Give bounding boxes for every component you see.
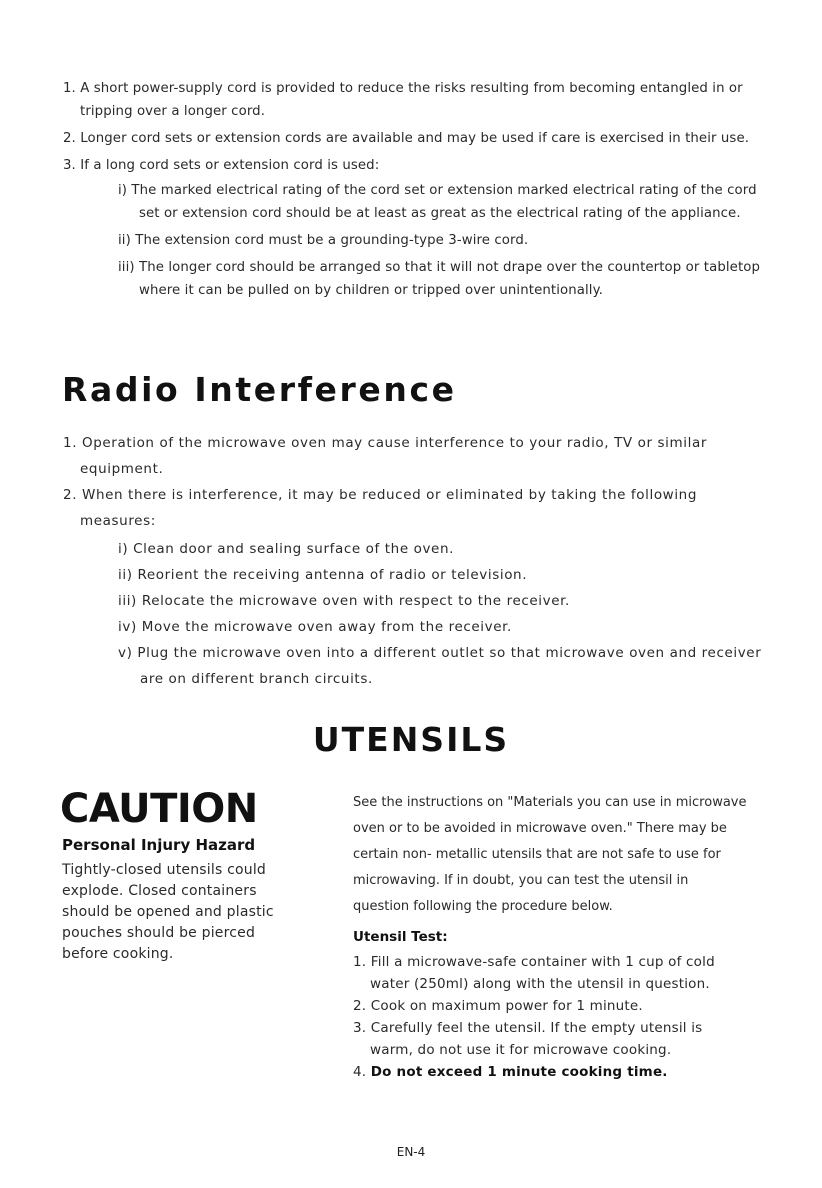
- caution-body: Tightly-closed utensils could explode. Closed containers should be opened and plastic pouches should be pierced before cooking.: [62, 862, 274, 962]
- utensils-intro: See the instructions on "Materials you can use in microwave oven or to be avoided in microwave oven." There may be certain non- metallic utensils that are not safe to use for microwaving. If in doubt, you can test the utensil in question following the procedure below.: [353, 795, 747, 914]
- item-text: A short power-supply cord is provided to reduce the risks resulting from becoming entangled in or tripping over a longer cord.: [80, 81, 743, 119]
- radio-interference-heading: Radio Interference: [62, 370, 457, 409]
- list-item: [353, 951, 748, 995]
- item-text: Operation of the microwave oven may cause interference to your radio, TV or similar equipment.: [80, 435, 708, 477]
- sub-item-text: Relocate the microwave oven with respect to the receiver.: [141, 593, 570, 609]
- list-item: [63, 430, 763, 482]
- item-text: Carefully feel the utensil. If the empty utensil is warm, do not use it for microwave cooking.: [370, 1020, 703, 1058]
- sub-list-item: [97, 562, 763, 588]
- radio-section: [63, 430, 763, 692]
- utensils-heading: UTENSILS: [312, 720, 510, 759]
- sub-item-number: v): [118, 645, 133, 661]
- item-number: 1.: [63, 81, 76, 96]
- sub-item-number: i): [118, 541, 129, 557]
- sub-item-number: iii): [118, 593, 137, 609]
- list-item: [63, 154, 763, 302]
- sub-item-text: The longer cord should be arranged so that it will not drape over the countertop or tabletop where it can be pulled on by children or tripped over unintentionally.: [139, 260, 761, 298]
- sub-item-text: Clean door and sealing surface of the oven.: [133, 541, 455, 557]
- sub-item-text: Plug the microwave oven into a different outlet so that microwave oven and receiver are on different branch circuits.: [137, 645, 762, 687]
- sub-list-item: [97, 640, 763, 692]
- caution-title: CAUTION: [60, 786, 258, 832]
- item-number: 2.: [63, 487, 78, 503]
- sub-item-text: Reorient the receiving antenna of radio or television.: [137, 567, 528, 583]
- sub-item-number: iv): [118, 619, 137, 635]
- item-text-bold: Do not exceed 1 minute cooking time.: [370, 1064, 668, 1080]
- item-text: If a long cord sets or extension cord is used:: [80, 158, 380, 173]
- item-number: 2.: [63, 131, 76, 146]
- list-item: [63, 482, 763, 692]
- item-number: 1.: [353, 954, 367, 970]
- hazard-subtitle: Personal Injury Hazard: [62, 836, 256, 854]
- list-item: [353, 995, 748, 1017]
- sub-item-number: ii): [118, 567, 133, 583]
- item-text: Longer cord sets or extension cords are available and may be used if care is exercised in their use.: [80, 131, 750, 146]
- sub-list-item: [97, 179, 763, 225]
- sub-item-number: iii): [118, 260, 135, 275]
- item-number: 3.: [63, 158, 76, 173]
- list-item: [353, 1017, 748, 1061]
- item-text: Cook on maximum power for 1 minute.: [370, 998, 643, 1014]
- list-item: [63, 77, 763, 123]
- sub-list-item: [97, 256, 763, 302]
- item-text: Fill a microwave-safe container with 1 cup of cold water (250ml) along with the utensil in question.: [370, 954, 715, 992]
- sub-list-item: [97, 588, 763, 614]
- sub-item-text: The extension cord must be a grounding-type 3-wire cord.: [135, 233, 529, 248]
- item-number: 1.: [63, 435, 78, 451]
- sub-item-text: Move the microwave oven away from the receiver.: [141, 619, 512, 635]
- page-number: EN-4: [396, 1145, 426, 1159]
- sub-item-number: i): [118, 183, 128, 198]
- sub-list-item: [97, 536, 763, 562]
- list-item: [353, 1061, 748, 1083]
- sub-list-item: [97, 229, 763, 252]
- item-number: 2.: [353, 998, 367, 1014]
- cord-section: [63, 77, 763, 306]
- list-item: [63, 127, 763, 150]
- utensil-test-list: [353, 951, 748, 1083]
- sub-item-text: The marked electrical rating of the cord set or extension marked electrical rating of the cord set or extension cord should be at least as great as the electrical rating of the appliance.: [131, 183, 757, 221]
- item-text: When there is interference, it may be reduced or eliminated by taking the following measures:: [80, 487, 697, 529]
- sub-list-item: [97, 614, 763, 640]
- utensil-test-title: Utensil Test:: [353, 929, 448, 945]
- sub-item-number: ii): [118, 233, 131, 248]
- item-number: 3.: [353, 1020, 367, 1036]
- item-number: 4.: [353, 1064, 367, 1080]
